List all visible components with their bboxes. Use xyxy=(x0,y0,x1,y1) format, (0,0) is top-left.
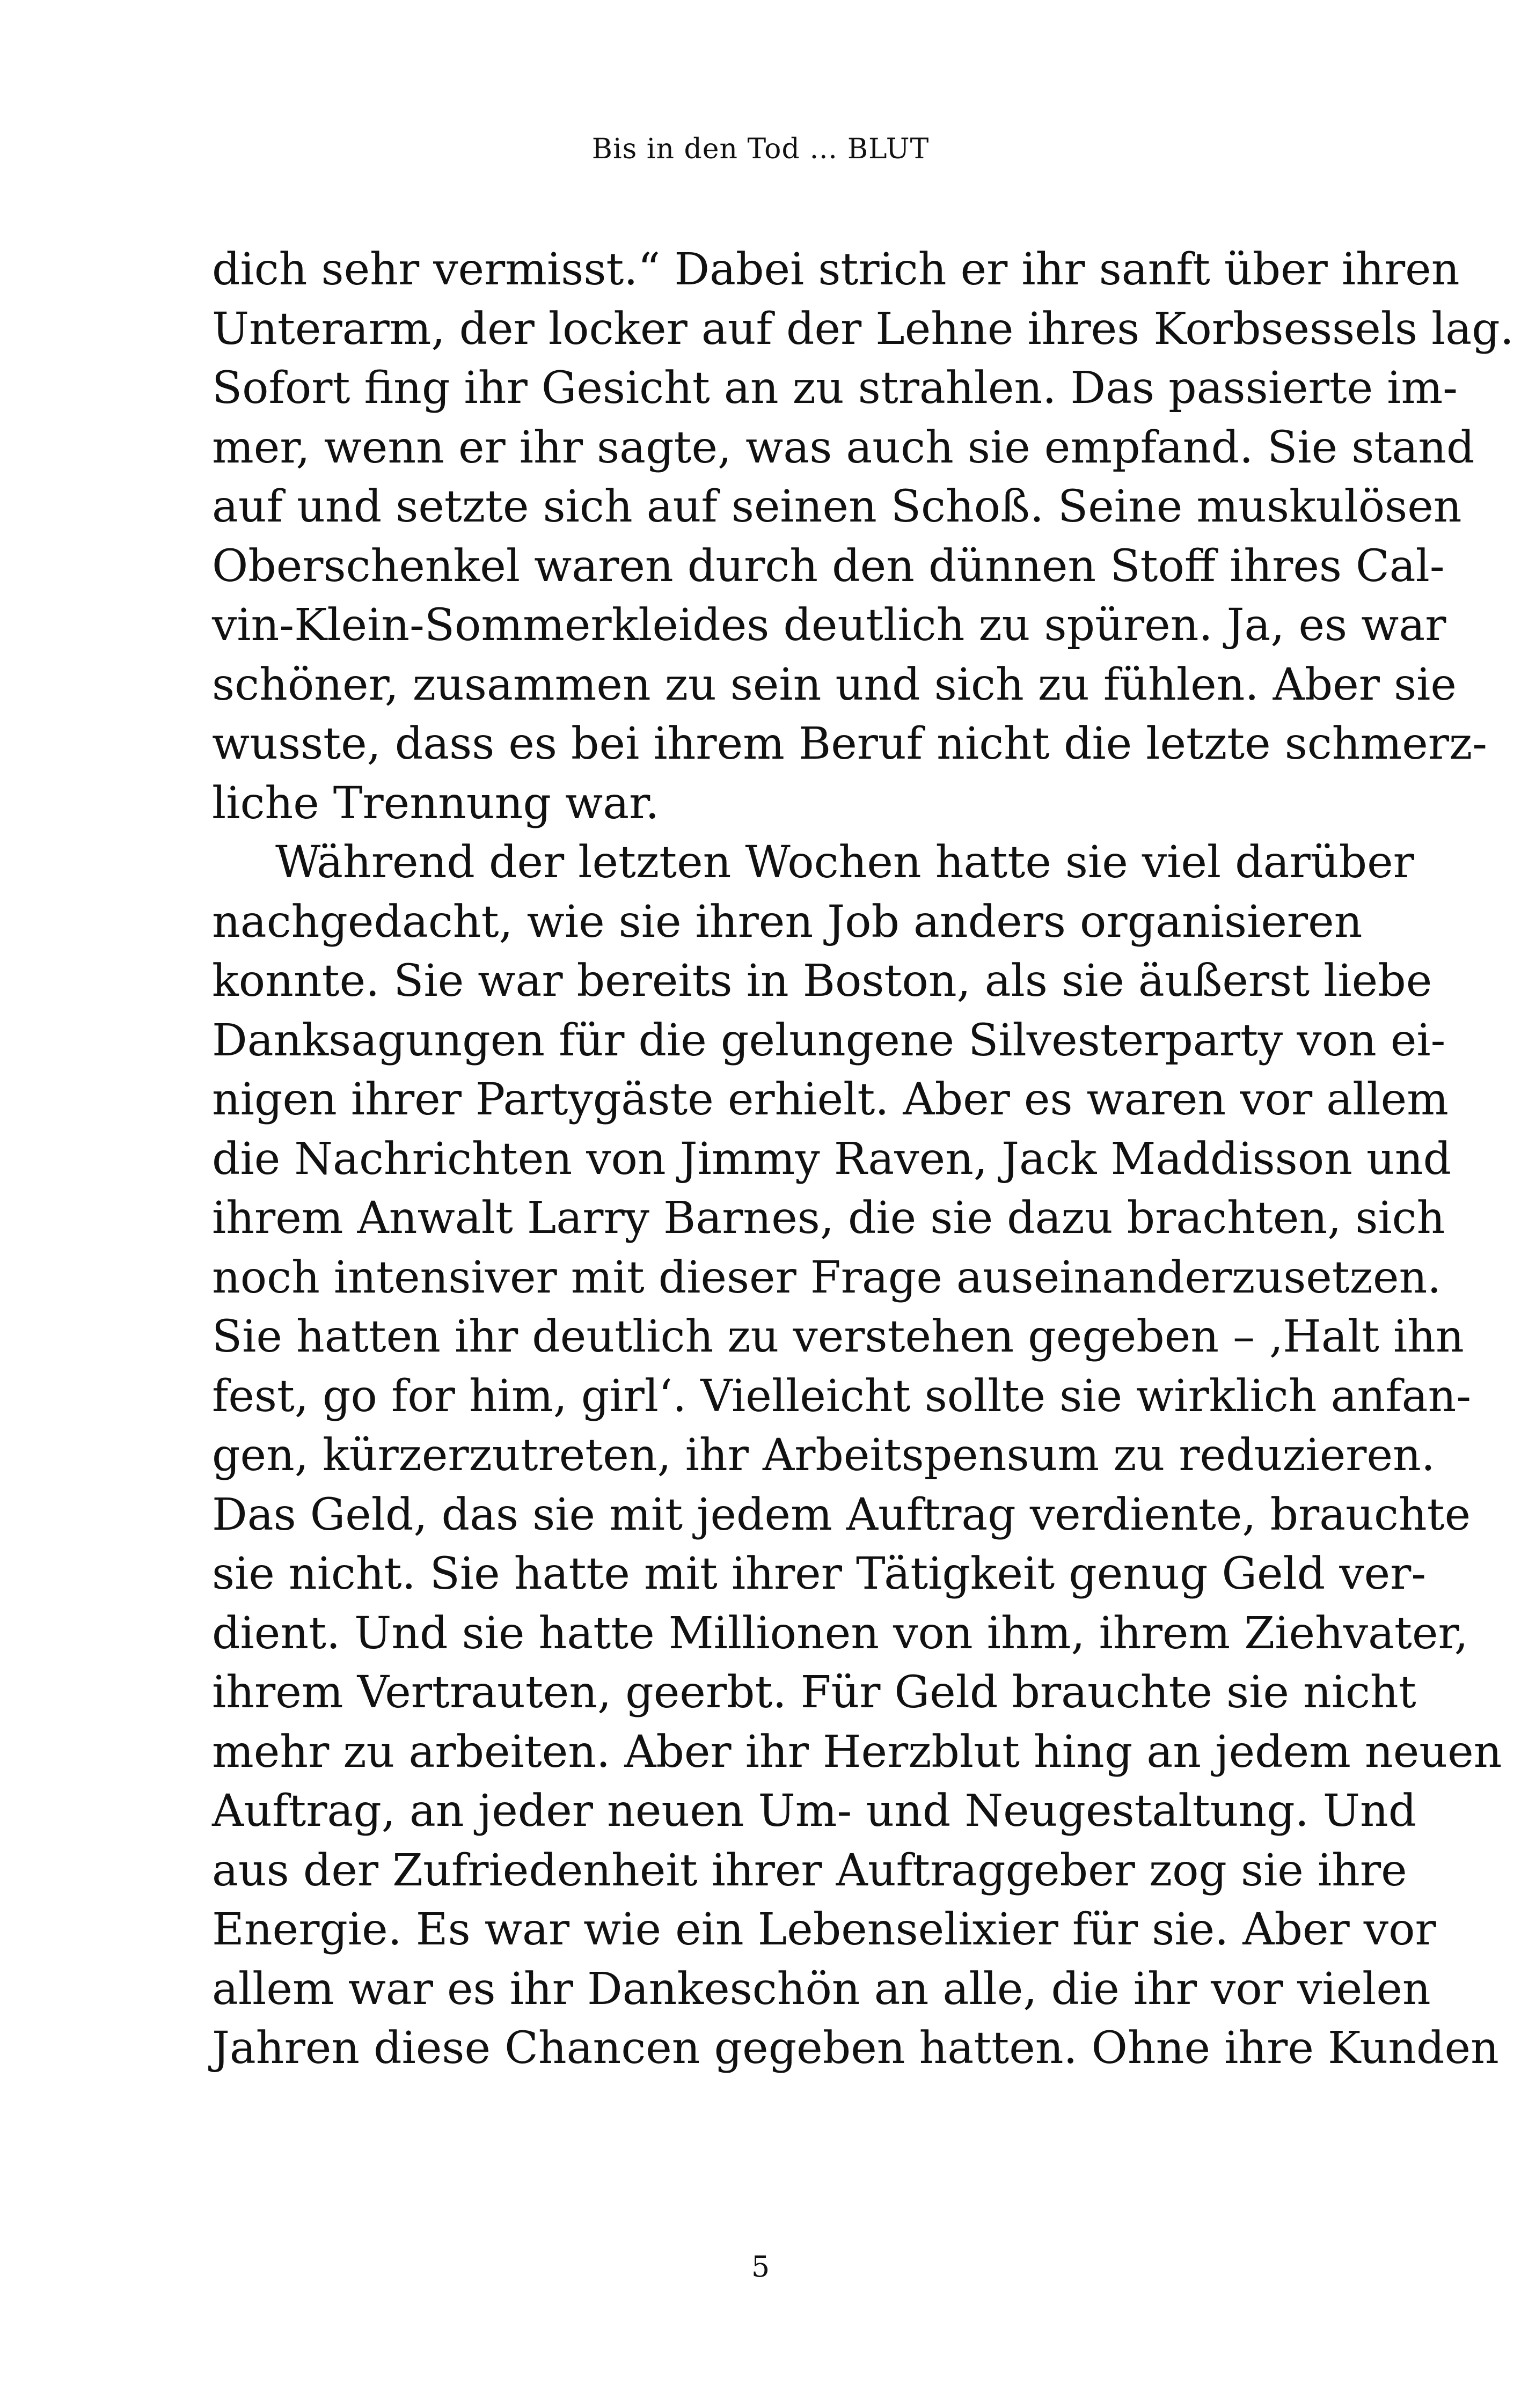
text-line: die Nachrichten von Jimmy Raven, Jack Maddisson und xyxy=(212,1133,1452,1185)
text-line: Energie. Es war wie ein Lebenselixier für sie. Aber vor xyxy=(212,1904,1436,1955)
text-line: ihrem Anwalt Larry Barnes, die sie dazu brachten, sich xyxy=(212,1193,1445,1244)
text-line: dich sehr vermisst.“ Dabei strich er ihr sanft über ihren xyxy=(212,244,1460,295)
text-line: mer, wenn er ihr sagte, was auch sie empfand. Sie stand xyxy=(212,422,1475,473)
body-text xyxy=(212,240,1514,2079)
text-line: nachgedacht, wie sie ihren Job anders organisieren xyxy=(212,896,1363,948)
text-line: aus der Zufriedenheit ihrer Auftraggeber zog sie ihre xyxy=(212,1845,1407,1896)
paragraph-end-line: liche Trennung war. xyxy=(212,777,660,829)
text-line: konnte. Sie war bereits in Boston, als sie äußerst liebe xyxy=(212,956,1432,1007)
text-line: ihrem Vertrauten, geerbt. Für Geld brauchte sie nicht xyxy=(212,1667,1416,1718)
text-line: vin-Klein-Sommerkleides deutlich zu spüren. Ja, es war xyxy=(212,600,1446,651)
text-line: Auftrag, an jeder neuen Um- und Neugestaltung. Und xyxy=(212,1786,1417,1837)
text-line: allem war es ihr Dankeschön an alle, die ihr vor vielen xyxy=(212,1963,1431,2015)
text-line: sie nicht. Sie hatte mit ihrer Tätigkeit genug Geld ver- xyxy=(212,1548,1427,1599)
text-line: Das Geld, das sie mit jedem Auftrag verdiente, brauchte xyxy=(212,1489,1471,1540)
text-line: noch intensiver mit dieser Frage auseinanderzusetzen. xyxy=(212,1252,1442,1303)
text-line: fest, go for him, girl‘. Vielleicht sollte sie wirklich anfan- xyxy=(212,1370,1472,1422)
paragraph-start-line: Während der letzten Wochen hatte sie viel darüber xyxy=(275,837,1414,888)
text-line: nigen ihrer Partygäste erhielt. Aber es waren vor allem xyxy=(212,1074,1449,1125)
text-line: Sie hatten ihr deutlich zu verstehen gegeben – ‚Halt ihn xyxy=(212,1311,1464,1362)
text-line: gen, kürzerzutreten, ihr Arbeitspensum zu reduzieren. xyxy=(212,1430,1435,1481)
text-line: auf und setzte sich auf seinen Schoß. Seine muskulösen xyxy=(212,481,1462,532)
text-line: Unterarm, der locker auf der Lehne ihres Korbsessels lag. xyxy=(212,303,1514,355)
text-line: Sofort fing ihr Gesicht an zu strahlen. Das passierte im- xyxy=(212,363,1458,414)
text-line: Danksagungen für die gelungene Silvesterparty von ei- xyxy=(212,1015,1446,1066)
page-number: 5 xyxy=(751,2250,770,2284)
text-line: mehr zu arbeiten. Aber ihr Herzblut hing an jedem neuen xyxy=(212,1726,1502,1778)
text-line: schöner, zusammen zu sein und sich zu fühlen. Aber sie xyxy=(212,659,1457,710)
text-line: wusste, dass es bei ihrem Beruf nicht die letzte schmerz- xyxy=(212,718,1487,769)
text-line: Jahren diese Chancen gegeben hatten. Ohne ihre Kunden xyxy=(212,2023,1499,2074)
text-line: dient. Und sie hatte Millionen von ihm, ihrem Ziehvater, xyxy=(212,1607,1468,1659)
running-header: Bis in den Tod … BLUT xyxy=(591,133,930,165)
text-line: Oberschenkel waren durch den dünnen Stoff ihres Cal- xyxy=(212,540,1445,592)
